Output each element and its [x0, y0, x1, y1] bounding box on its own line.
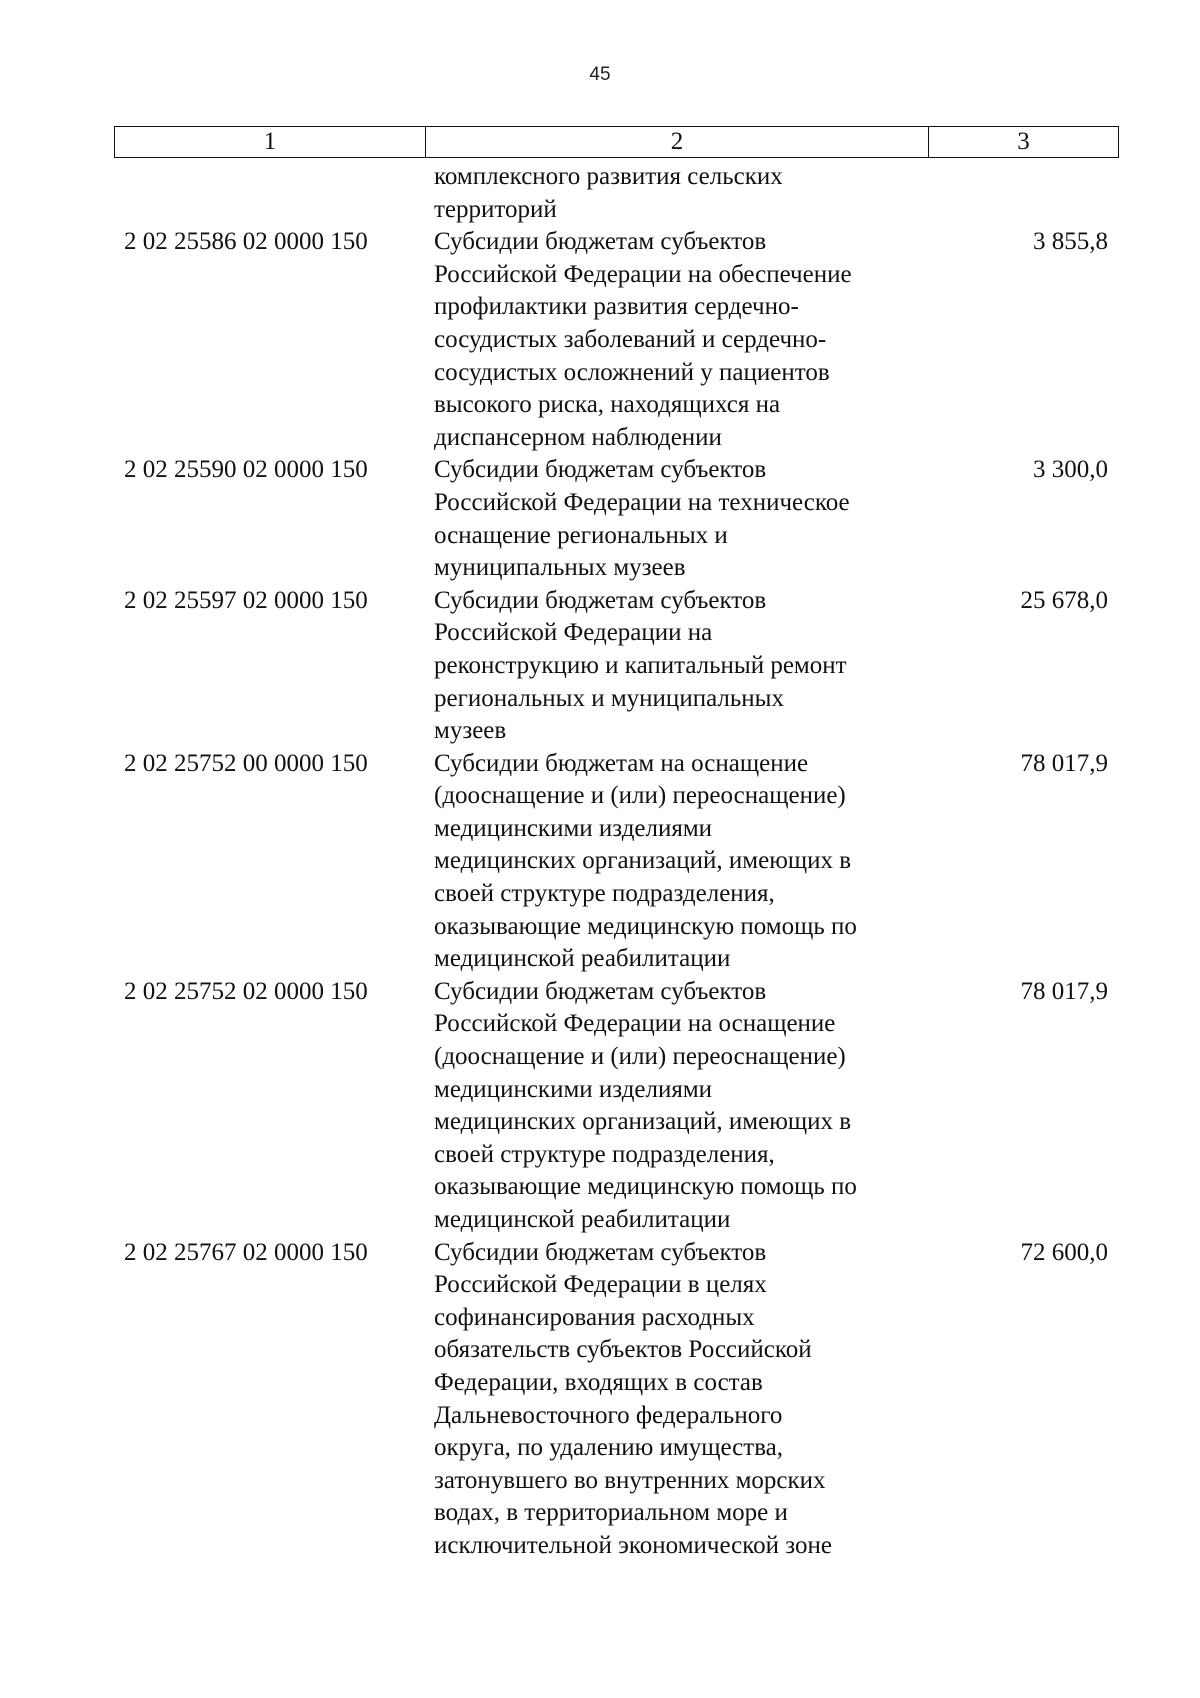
row-code: 2 02 25590 02 0000 150	[124, 456, 368, 484]
row-amount: 3 300,0	[1033, 456, 1108, 484]
table-row	[114, 976, 1118, 1237]
row-amount: 78 017,9	[1020, 749, 1108, 777]
row-amount: 3 855,8	[1033, 228, 1108, 256]
row-amount: 72 600,0	[1020, 1238, 1108, 1266]
row-code: 2 02 25767 02 0000 150	[124, 1238, 368, 1266]
row-code: 2 02 25597 02 0000 150	[124, 586, 368, 614]
row-description: Субсидии бюджетам субъектов Российской Федерации на обеспечение профилактики развития сердечно- сосудистых заболеваний и сердечно- сосудистых осложнений у пациентов высокого риска, находящихся на диспансерном наблюдении	[434, 228, 852, 451]
row-code: 2 02 25586 02 0000 150	[124, 228, 368, 256]
row-description: комплексного развития сельских территорий	[434, 163, 783, 223]
table-body	[114, 161, 1118, 1563]
table-row	[114, 226, 1118, 454]
row-amount: 25 678,0	[1020, 586, 1108, 614]
table-row	[114, 748, 1118, 976]
table-row	[114, 454, 1118, 584]
row-code	[114, 161, 434, 226]
table-row	[114, 1237, 1118, 1563]
row-code: 2 02 25752 00 0000 150	[124, 749, 368, 777]
row-amount: 78 017,9	[1020, 977, 1108, 1005]
row-code: 2 02 25752 02 0000 150	[124, 977, 368, 1005]
row-description: Субсидии бюджетам на оснащение (дооснащение и (или) переоснащение) медицинскими изделиями медицинских организаций, имеющих в своей структуре подразделения, оказывающие медицинскую помощь по медицинской реабилитации	[434, 749, 857, 973]
table-row	[114, 585, 1118, 748]
column-header-3: 3	[929, 127, 1119, 158]
row-description: Субсидии бюджетам субъектов Российской Федерации на оснащение (дооснащение и (или) переоснащение) медицинскими изделиями медицинских организаций, имеющих в своей структуре подразделения, оказывающие медицинскую помощь по медицинской реабилитации	[434, 977, 857, 1233]
row-description: Субсидии бюджетам субъектов Российской Федерации на техническое оснащение региональных и муниципальных музеев	[434, 456, 850, 582]
table-header	[114, 126, 1119, 158]
row-description: Субсидии бюджетам субъектов Российской Федерации на реконструкцию и капитальный ремонт региональных и муниципальных музеев	[434, 586, 847, 745]
row-amount	[932, 161, 1118, 226]
column-header-2: 2	[426, 127, 929, 158]
row-description: Субсидии бюджетам субъектов Российской Федерации в целях софинансирования расходных обязательств субъектов Российской Федерации, входящих в состав Дальневосточного федерального округа, по удалению имущества, затонувшего во внутренних морских водах, в территориальном море и исключительной экономической зоне	[434, 1238, 832, 1559]
page-number: 45	[589, 64, 611, 85]
column-header-1: 1	[115, 127, 426, 158]
table-row	[114, 161, 1118, 226]
